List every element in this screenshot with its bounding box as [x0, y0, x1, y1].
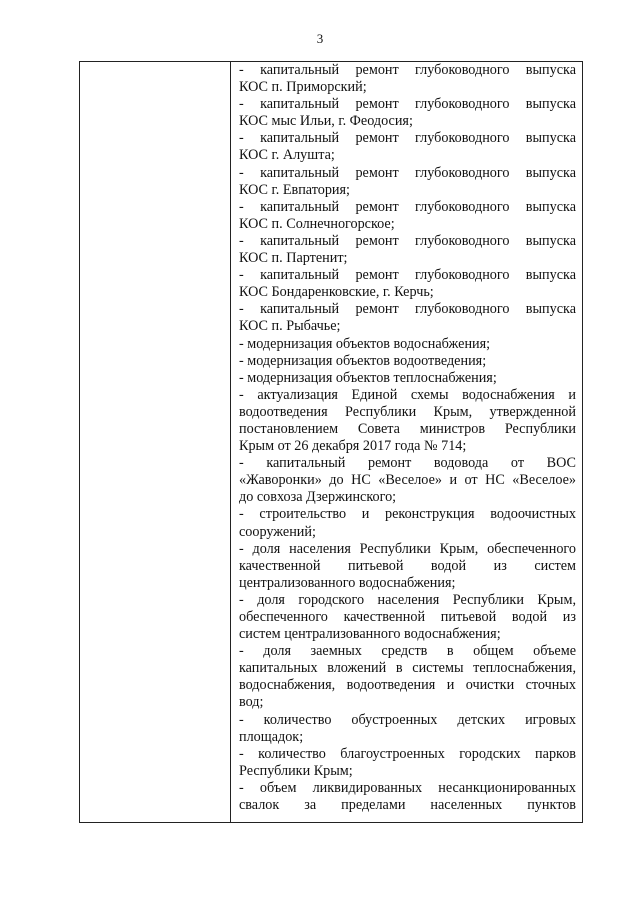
text-line: вод; [239, 694, 264, 711]
text-line: - модернизация объектов водоотведения; [239, 352, 487, 369]
text-line: систем централизованного водоснабжения; [239, 626, 501, 643]
table-column-divider [230, 62, 231, 822]
text-line: водоснабжения, водоотведения и очистки сточных [239, 677, 576, 694]
text-line: - капитальный ремонт глубоководного выпуска [239, 301, 576, 318]
page-number: 3 [316, 31, 324, 46]
text-line: КОС г. Евпатория; [239, 181, 350, 198]
text-line: «Жаворонки» до НС «Веселое» и от НС «Веселое» [239, 472, 576, 489]
text-line: - капитальный ремонт глубоководного выпуска [239, 164, 576, 181]
text-line: площадок; [239, 728, 304, 745]
text-line: КОС г. Алушта; [239, 147, 335, 164]
text-line: - количество благоустроенных городских парков [239, 745, 576, 762]
text-line: КОС п. Приморский; [239, 79, 367, 96]
text-line: Республики Крым; [239, 762, 353, 779]
text-line: - доля заемных средств в общем объеме [239, 643, 576, 660]
text-line: КОС п. Рыбачье; [239, 318, 341, 335]
text-line: - доля населения Республики Крым, обеспеченного [239, 540, 576, 557]
text-line: КОС мыс Ильи, г. Феодосия; [239, 113, 413, 130]
text-line: - капитальный ремонт глубоководного выпуска [239, 130, 576, 147]
document-table [79, 61, 583, 823]
text-line: Крым от 26 декабря 2017 года № 714; [239, 438, 467, 455]
text-line: - доля городского населения Республики Крым, [239, 591, 576, 608]
text-line: - капитальный ремонт глубоководного выпуска [239, 232, 576, 249]
text-line: обеспеченного качественной питьевой водой из [239, 609, 576, 625]
text-line: до совхоза Дзержинского; [239, 489, 397, 506]
table-right-cell [239, 62, 576, 814]
text-line: водоотведения Республики Крым, утвержденной [239, 403, 576, 420]
text-line: капитальных вложений в системы теплоснабжения, [239, 660, 576, 677]
text-line: - количество обустроенных детских игровых [239, 711, 576, 728]
text-line: свалок за пределами населенных пунктов [239, 797, 576, 814]
text-line: - модернизация объектов водоснабжения; [239, 335, 491, 352]
text-line: качественной питьевой водой из систем [239, 557, 576, 574]
text-line: - капитальный ремонт глубоководного выпуска [239, 96, 576, 113]
text-line: КОС Бондаренковские, г. Керчь; [239, 284, 434, 301]
text-line: - капитальный ремонт глубоководного выпуска [239, 198, 576, 215]
text-line: постановлением Совета министров Республики [239, 420, 576, 437]
text-line: - актуализация Единой схемы водоснабжения и [239, 386, 576, 403]
text-line: сооружений; [239, 523, 316, 540]
text-line: КОС п. Солнечногорское; [239, 215, 395, 232]
text-line: - модернизация объектов теплоснабжения; [239, 369, 497, 386]
text-line: - капитальный ремонт водовода от ВОС [239, 455, 576, 472]
text-line: - капитальный ремонт глубоководного выпуска [239, 267, 576, 284]
text-line: - объем ликвидированных несанкционированных [239, 779, 576, 796]
text-line: - капитальный ремонт глубоководного выпуска [239, 62, 576, 78]
text-line: централизованного водоснабжения; [239, 574, 456, 591]
text-line: - строительство и реконструкция водоочистных [239, 506, 576, 523]
text-line: КОС п. Партенит; [239, 250, 348, 267]
